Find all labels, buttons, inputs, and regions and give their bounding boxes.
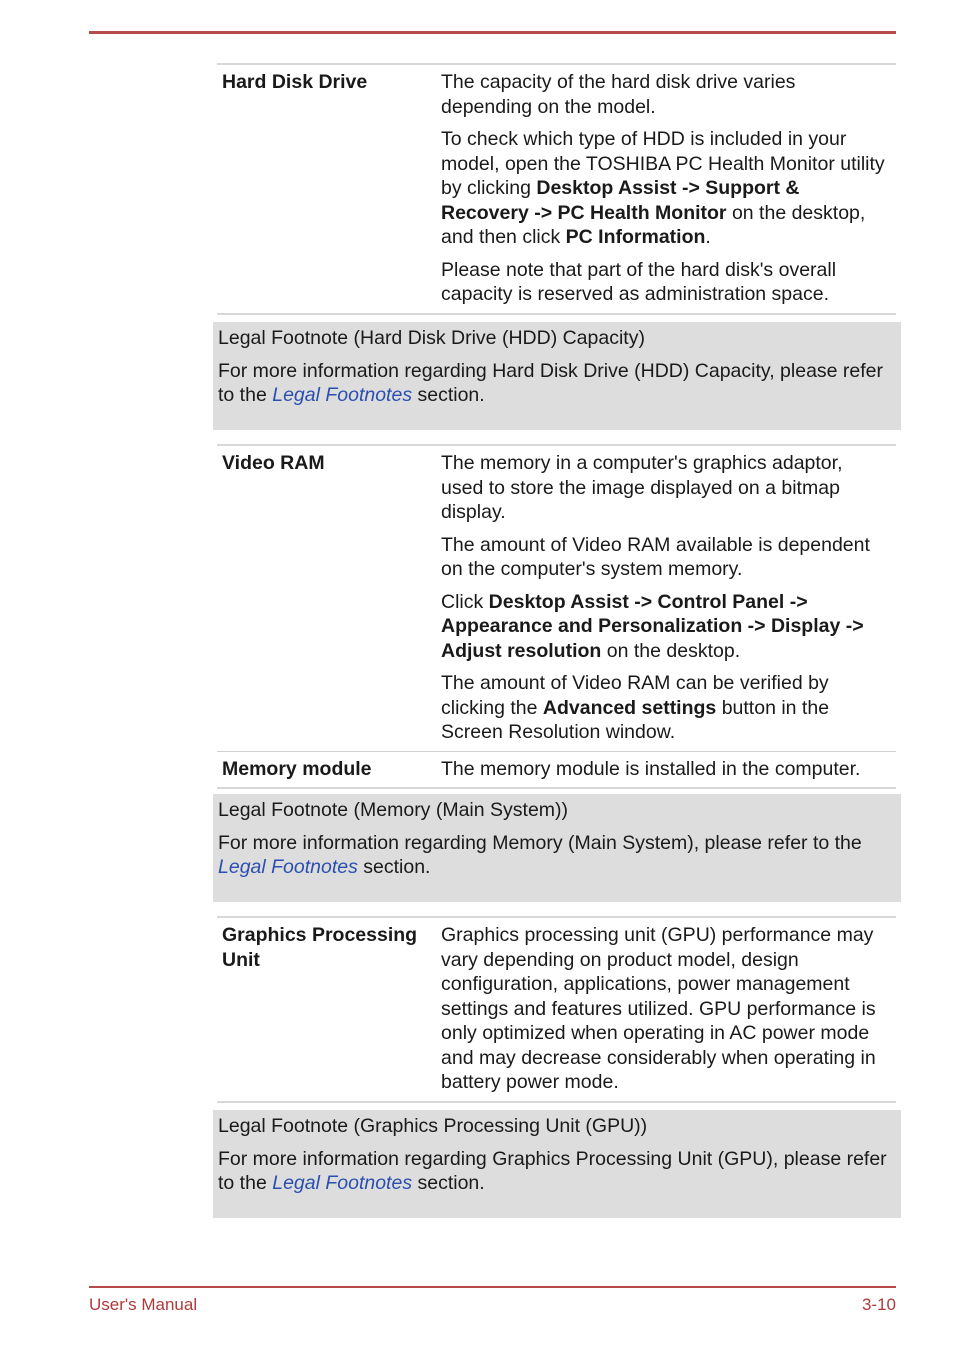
footnote-body: For more information regarding Graphics Processing Unit (GPU), please refer to the Legal Footnotes section. [218, 1147, 887, 1194]
spec-table-gpu [217, 916, 896, 1103]
legal-footnote-memory [213, 794, 901, 902]
paragraph: Please note that part of the hard disk's overall capacity is reserved as administration space. [441, 258, 837, 305]
footnote-title: Legal Footnote (Memory (Main System)) [218, 799, 569, 821]
header-rule [89, 31, 896, 34]
table-row [217, 446, 896, 752]
paragraph: Graphics processing unit (GPU) performance may vary depending on product model, design configuration, applications, power management settings and features utilized. GPU performance is only optimized when operating in AC power mode and may decrease considerably when operating in battery power mode. [441, 924, 876, 1093]
paragraph: The amount of Video RAM available is dependent on the computer's system memory. [441, 533, 870, 580]
paragraph: The amount of Video RAM can be verified by clicking the Advanced settings button in the Screen Resolution window. [441, 672, 830, 743]
paragraph: To check which type of HDD is included in your model, open the TOSHIBA PC Health Monitor utility by clicking Desktop Assist -> Support & Recovery -> PC Health Monitor on the desktop, and then click PC Information. [441, 128, 885, 248]
paragraph: Click Desktop Assist -> Control Panel -> Appearance and Personalization -> Display -> Adjust resolution on the desktop. [441, 590, 864, 662]
paragraph: The memory module is installed in the computer. [441, 757, 861, 780]
description-graphics-processing-unit [441, 923, 896, 1095]
paragraph: The memory in a computer's graphics adaptor, used to store the image displayed on a bitmap display. [441, 452, 843, 523]
table-row [217, 918, 896, 1103]
legal-footnotes-link[interactable]: Legal Footnotes [218, 856, 358, 878]
table-row [217, 65, 896, 315]
description-video-ram [441, 451, 896, 745]
paragraph: The capacity of the hard disk drive varies depending on the model. [441, 71, 796, 118]
legal-footnotes-link[interactable]: Legal Footnotes [272, 1172, 413, 1194]
description-hard-disk-drive [441, 70, 896, 307]
legal-footnote-gpu [213, 1110, 901, 1218]
footnote-body: For more information regarding Memory (Main System), please refer to the Legal Footnotes section. [218, 831, 862, 878]
footnote-title: Legal Footnote (Graphics Processing Unit (GPU)) [218, 1115, 648, 1137]
legal-footnote-hdd [213, 322, 901, 430]
page-number: 3-10 [861, 1295, 896, 1314]
description-memory-module [441, 757, 896, 782]
footer-rule [89, 1286, 896, 1288]
legal-footnotes-link[interactable]: Legal Footnotes [272, 384, 413, 406]
term-video-ram: Video RAM [222, 452, 325, 474]
footer-manual-title: User's Manual [89, 1295, 198, 1314]
table-row [217, 752, 896, 790]
term-graphics-processing-unit: Graphics Processing Unit [222, 924, 418, 971]
term-memory-module: Memory module [222, 757, 372, 780]
footnote-body: For more information regarding Hard Disk Drive (HDD) Capacity, please refer to the Legal Footnotes section. [218, 359, 884, 406]
spec-table-hdd [217, 63, 896, 315]
spec-table-memory [217, 444, 896, 789]
footnote-title: Legal Footnote (Hard Disk Drive (HDD) Capacity) [218, 327, 645, 349]
term-hard-disk-drive: Hard Disk Drive [222, 71, 368, 93]
